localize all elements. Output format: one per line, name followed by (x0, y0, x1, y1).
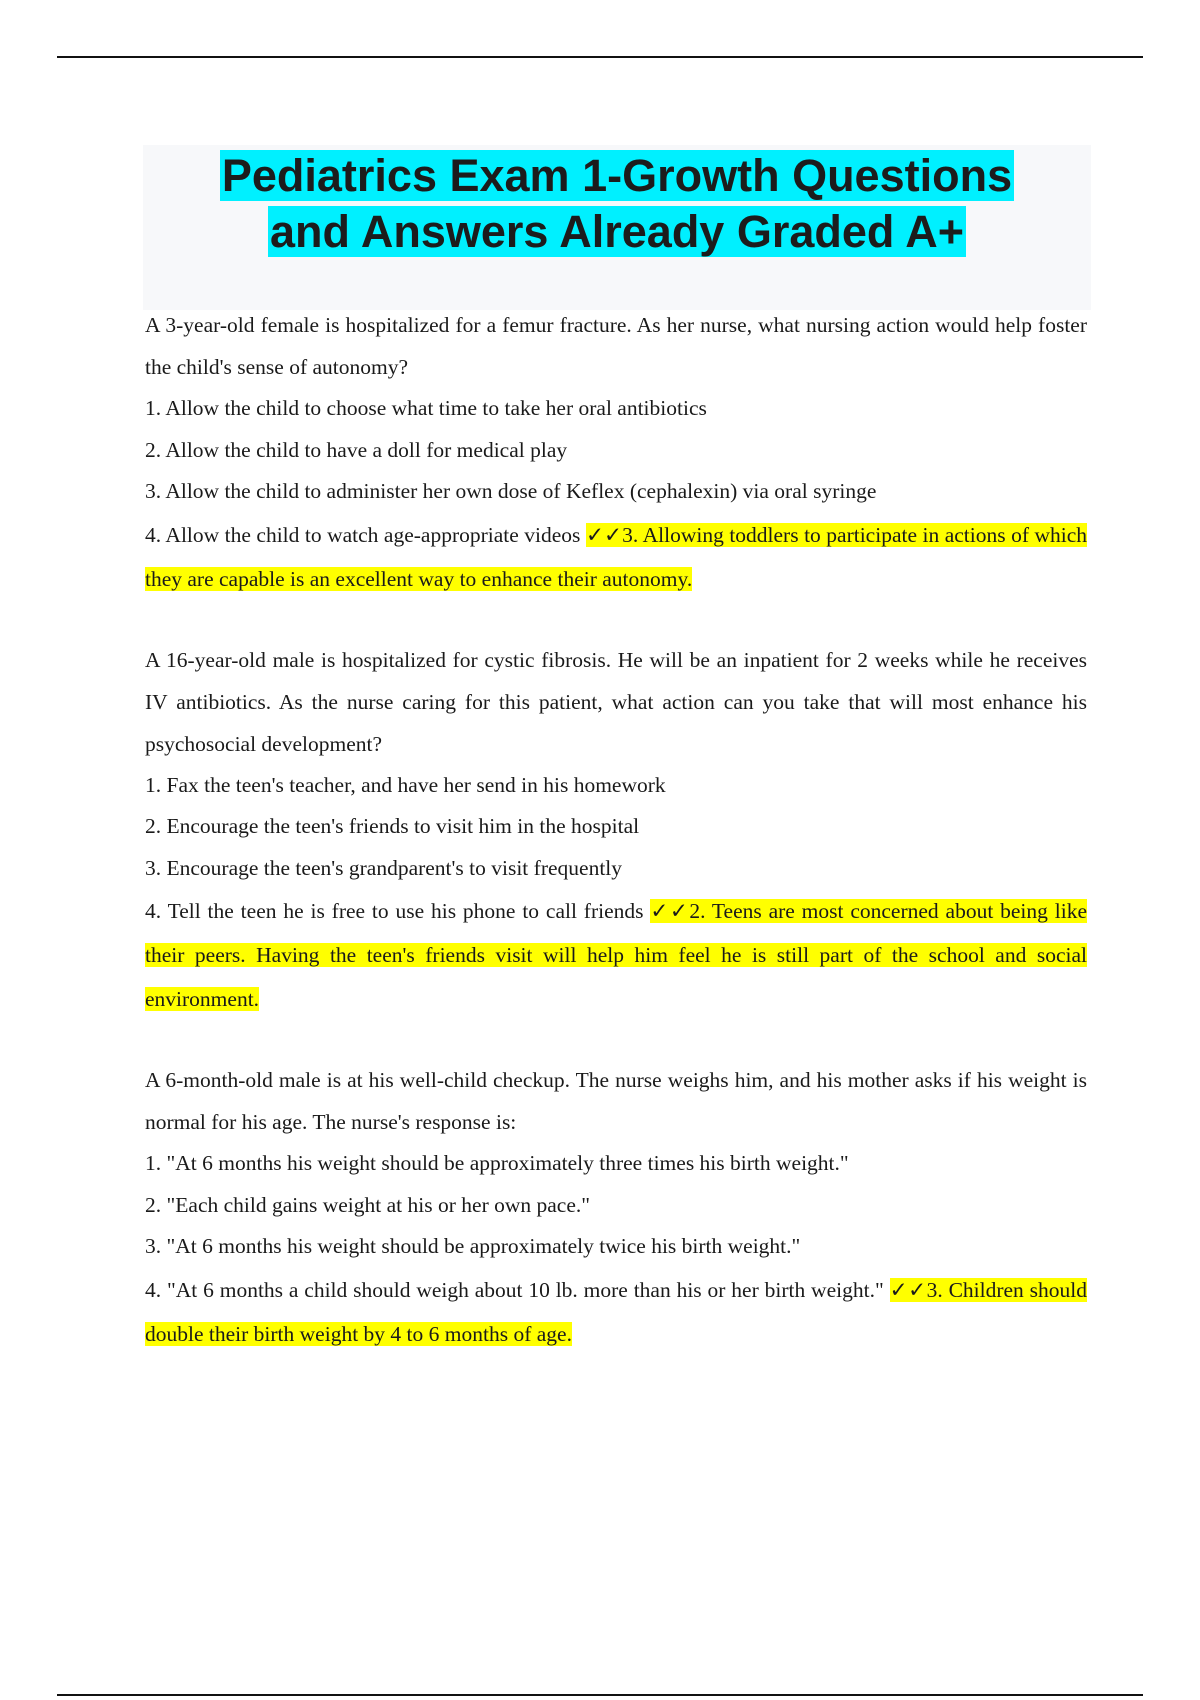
option-3: 3. Encourage the teen's grandparent's to visit frequently (145, 855, 623, 880)
title-line-2: and Answers Already Graded A+ (270, 206, 964, 257)
questions-list (145, 304, 1087, 1356)
question-2 (145, 639, 1087, 1022)
answer-rationale: ✓✓3. Children should double their birth weight by 4 to 6 months of age. (145, 1277, 1088, 1346)
option-1: 1. "At 6 months his weight should be approximately three times his birth weight." (145, 1151, 849, 1175)
title-line-1: Pediatrics Exam 1-Growth Questions (221, 150, 1013, 201)
option-4-with-answer (145, 513, 1087, 601)
option-2: 2. Allow the child to have a doll for medical play (145, 437, 568, 462)
question-1 (145, 304, 1087, 601)
option-1: 1. Fax the teen's teacher, and have her send in his homework (145, 772, 666, 797)
question-stem: A 3-year-old female is hospitalized for a femur fracture. As her nurse, what nursing action would help foster the child's sense of autonomy? (145, 313, 1087, 379)
option-4: 4. Allow the child to watch age-appropriate videos (145, 522, 581, 547)
question-3 (145, 1059, 1087, 1356)
option-2: 2. Encourage the teen's friends to visit him in the hospital (145, 814, 640, 838)
question-stem: A 6-month-old male is at his well-child checkup. The nurse weighs him, and his mother asks if his weight is normal for his age. The nurse's response is: (145, 1068, 1087, 1134)
option-3: 3. "At 6 months his weight should be approximately twice his birth weight." (145, 1234, 801, 1258)
option-4: 4. "At 6 months a child should weigh about 10 lb. more than his or her birth weight." (145, 1277, 884, 1302)
document-title (143, 145, 1091, 260)
option-4-with-answer (145, 1268, 1087, 1356)
option-4-with-answer (145, 889, 1087, 1021)
option-1: 1. Allow the child to choose what time to take her oral antibiotics (145, 396, 707, 420)
title-block (143, 145, 1091, 310)
answer-rationale: ✓✓3. Allowing toddlers to participate in actions of which they are capable is an excellent way to enhance their autonomy. (145, 522, 1088, 591)
option-3: 3. Allow the child to administer her own dose of Keflex (cephalexin) via oral syringe (145, 479, 877, 503)
top-rule (57, 56, 1143, 58)
option-2: 2. "Each child gains weight at his or her own pace." (145, 1192, 591, 1217)
bottom-rule (57, 1694, 1143, 1696)
answer-rationale: ✓✓2. Teens are most concerned about being like their peers. Having the teen's friends visit will help him feel he is still part of the school and social environment. (145, 899, 1087, 1011)
option-4: 4. Tell the teen he is free to use his phone to call friends (145, 899, 644, 923)
question-stem: A 16-year-old male is hospitalized for cystic fibrosis. He will be an inpatient for 2 weeks while he receives IV antibiotics. As the nurse caring for this patient, what action can you take that will most enhance his psychosocial development? (145, 647, 1087, 756)
